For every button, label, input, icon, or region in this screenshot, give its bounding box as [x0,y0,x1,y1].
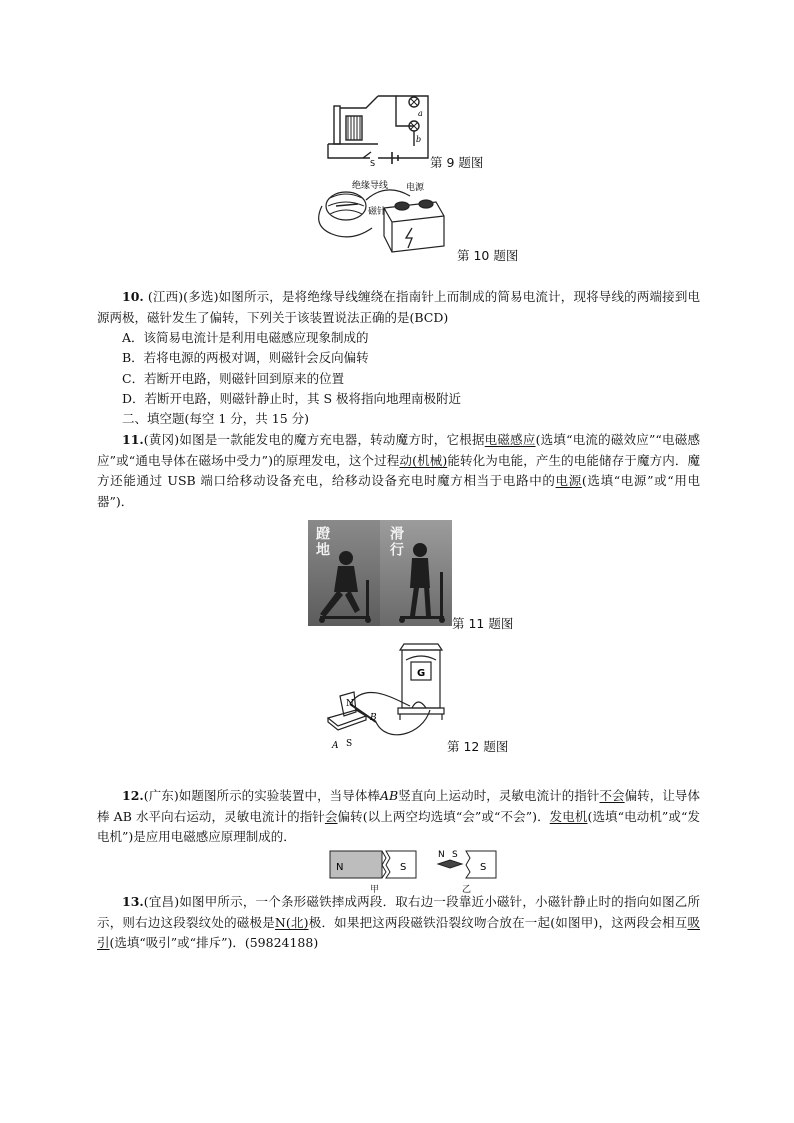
fig13-needle-n: N [438,850,445,860]
fig12-label-n: N [346,699,354,709]
q11-answer-2: 动(机械) [399,452,448,468]
fig13-label-jia: 甲 [370,885,380,895]
q12-answer-3: 发电机 [549,808,588,824]
section-fill-in-heading: 二、填空题(每空 1 分，共 15 分) [122,411,310,426]
figure-13-magnets [328,848,498,884]
figure-9-caption: 第 9 题图 [430,155,484,170]
fig10-label-power: 电源 [406,183,425,193]
q12-text-1: (广东)如题图所示的实验装置中，当导体棒 [143,788,380,803]
question-10-text: (江西)(多选)如图所示，是将绝缘导线缠绕在指南针上而制成的简易电流计，现将导线的两端接到电源两极，磁针发生了偏转，下列关于该装置说法正确的是(BCD) [97,289,700,325]
q11-text-2: (选填“电流的磁效应”“电磁感应”或“通电导体在磁场中受力”)的原理发电，这个过程 [97,432,700,468]
fig12-label-b: B [370,713,377,723]
q12-text-5: (选填“电动机”或“发电机”)是应用电磁感应原理制成的． [97,808,700,844]
option-b: B．若将电源的两极对调，则磁针会反向偏转 [122,350,369,365]
q13-text-2: 极．如果把这两段磁铁沿裂纹吻合放在一起(如图甲)，这两段会相互 [308,914,688,930]
question-13 [97,892,700,954]
compass-icon [326,192,366,220]
q12-ab-italic: AB [379,788,399,803]
fig9-label-b: b [416,135,422,144]
fig12-label-s: S [346,739,353,749]
question-10-number: 10. [122,289,144,304]
q13-text-1: (宜昌)如图甲所示，一个条形磁铁摔成两段．取右边一段靠近小磁针，小磁针静止时的指向如图乙所示，则右边这段裂纹处的磁极是 [97,894,700,930]
figure-11-photo-left [308,520,380,626]
fig13-right-s: S [480,862,487,873]
q12-text-2: 竖直向上运动时，灵敏电流计的指针 [398,788,600,803]
figure-12-caption: 第 12 题图 [447,739,509,754]
q11-text-3: 能转化为电能，产生的电能储存于魔方内．魔方还能通过 USB 端口给移动设备充电，给移动设备充电时魔方相当于电路中的 [97,452,700,488]
question-10 [97,287,700,328]
figure-12-apparatus [326,640,456,752]
fig13-left-s: S [400,862,407,873]
option-d: D．若断开电路，则磁针静止时，其 S 极将指向地理南极附近 [122,391,462,406]
question-12 [97,786,700,848]
figure-11-label-right: 滑行 [388,526,404,558]
switch-icon [363,152,371,158]
magnet-bottom [328,710,366,726]
q12-answer-2: 会 [324,808,338,824]
needle-icon [336,204,358,206]
armature [340,96,378,108]
figure-10-caption: 第 10 题图 [457,248,519,263]
q13-answer-1: N(北) [274,914,309,930]
power-supply-box [384,202,444,252]
option-a: A．该简易电流计是利用电磁感应现象制成的 [122,330,369,345]
relay-support [334,106,340,144]
fig12-label-a: A [332,741,339,751]
figure-10-galvanometer [314,176,454,258]
lightning-icon [406,228,412,248]
q11-answer-3: 电源 [555,473,582,488]
q12-answer-1: 不会 [599,788,625,803]
fig13-left-n: N [336,862,344,873]
figure-11-label-left: 蹬地 [314,526,330,558]
q13-text-3: (选填“吸引”或“排斥”)．(59824188) [109,935,319,950]
q11-text-1: (黄冈)如图是一款能发电的魔方充电器，转动魔方时，它根据 [143,432,485,447]
q12-text-4: 偏转(以上两空均选填“会”或“不会”)． [337,808,550,824]
figure-11-caption: 第 11 题图 [452,616,514,631]
figure-9-circuit [318,86,430,166]
fig13-label-yi: 乙 [462,885,472,895]
question-13-number: 13. [122,894,144,909]
fig10-label-needle: 磁针 [368,207,387,217]
fig9-label-a: a [418,109,423,118]
q11-text-4: (选填“电源”或“用电器”)． [97,473,700,509]
question-11-number: 11. [122,432,144,447]
compass-needle-icon [438,860,462,868]
question-11 [97,430,700,512]
fig13-needle-s: S [452,850,458,860]
q11-answer-1: 电磁感应 [484,432,536,447]
fig10-label-wire: 绝缘导线 [352,181,389,191]
q13-answer-2: 吸引 [97,914,700,950]
fig12-label-g: G [417,668,426,679]
q12-text-3: 偏转，让导体棒 AB 水平向右运动，灵敏电流计的指针 [97,788,700,824]
fig9-label-s: S [370,159,376,166]
figure-11-photo-right [380,520,452,626]
option-c: C．若断开电路，则磁针回到原来的位置 [122,371,345,386]
question-12-number: 12. [122,788,144,803]
